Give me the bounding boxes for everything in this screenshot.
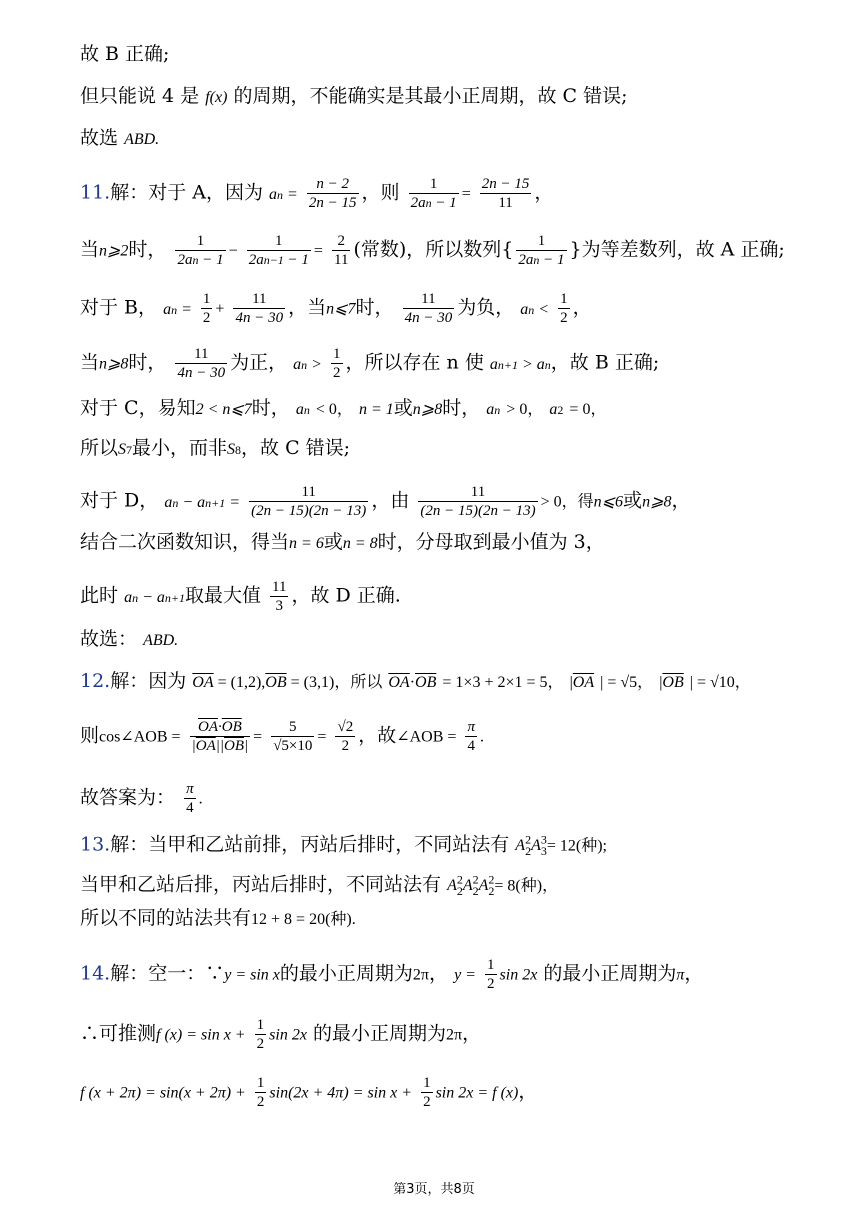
math: sin 2x	[269, 1026, 307, 1044]
text: 时，	[128, 351, 167, 374]
fraction: $\frac{1}{2an-1 - 1}$	[248, 233, 309, 268]
math: n⩾8	[412, 401, 443, 418]
math: n⩾2	[99, 242, 129, 260]
math: 12 + 8 = 20(种).	[251, 911, 356, 928]
fraction: $\frac{11}{4n - 30}$	[235, 291, 284, 326]
text: 当甲和乙站后排，丙站后排时，不同站法有	[80, 873, 442, 896]
q13-line3	[80, 906, 356, 932]
vector-oa: $\overline{OA}$	[192, 674, 214, 691]
text: ，则	[361, 181, 400, 204]
question-number: 12.	[80, 670, 111, 692]
page-footer: 第3页，共8页	[393, 1182, 475, 1197]
q12-answer: 故答案为： $\frac{\pi}{4}$ .	[80, 781, 203, 816]
math: n⩾8	[99, 355, 129, 373]
text: 的最小正周期为	[543, 962, 677, 985]
math: an − an+1 =	[164, 493, 241, 511]
text: ，	[572, 296, 592, 319]
text: 的最小正周期为	[312, 1022, 446, 1045]
text: ，故	[358, 724, 397, 747]
fraction: $\frac{1}{2}$	[256, 1017, 265, 1052]
q11-answer	[80, 627, 178, 653]
math: = 8(种)，	[494, 877, 559, 895]
text: 为负，	[457, 296, 515, 319]
text: 所以不同的站法共有	[80, 907, 252, 929]
math: = 12(种);	[546, 837, 607, 855]
question-number: 14.	[80, 962, 111, 985]
text: 解：空一：∵	[110, 962, 225, 985]
math: n = 6	[289, 535, 324, 552]
math: an <	[520, 300, 550, 318]
fraction: $\frac{11}{4n - 30}$	[177, 346, 226, 381]
text: ，所以存在 n 使	[345, 351, 484, 374]
math: sin 2x	[499, 966, 538, 984]
line-period-note	[80, 84, 628, 110]
text: 时，	[128, 238, 167, 261]
math: ABD.	[124, 131, 160, 148]
math: n = 1	[358, 401, 394, 418]
math: | = √10，	[689, 674, 751, 691]
question-number: 11.	[80, 181, 111, 204]
text: 对于 C，易知	[80, 397, 196, 419]
math: an − an+1	[124, 588, 185, 606]
text: 则	[80, 724, 100, 747]
math: an	[486, 401, 501, 418]
math: (3,1)，所以	[303, 674, 383, 691]
fraction: $\frac{2}{11}$	[334, 233, 349, 268]
text: 解：当甲和乙站前排，丙站后排时，不同站法有	[110, 833, 510, 856]
math: 2π	[412, 966, 429, 984]
vector-ob: $\overline{OB}$	[265, 674, 287, 691]
text: 解：因为	[110, 670, 187, 692]
fraction: $\frac{1}{2}$	[560, 291, 568, 326]
math: a2	[549, 401, 564, 418]
fraction: $\frac{2n - 15}{11}$	[481, 176, 530, 211]
fraction: $\frac{11}{3}$	[272, 579, 287, 614]
text: ，故 C 错误;	[241, 437, 351, 459]
text: 的最小正周期为	[279, 962, 413, 985]
fraction: $\frac{n - 2}{2n - 15}$	[308, 176, 357, 211]
text: 时，	[355, 296, 394, 319]
q14-line3	[80, 1074, 537, 1111]
text: 此时	[80, 584, 119, 607]
fraction: $\frac{1}{2}$	[423, 1075, 431, 1110]
text: ，	[684, 962, 704, 985]
math: > 0，得	[540, 493, 594, 511]
q11-line8	[80, 530, 605, 556]
text: 时，	[251, 397, 290, 419]
q14-line1	[80, 956, 703, 993]
text: 故选	[80, 127, 119, 149]
math: 2 < n⩽7	[195, 401, 252, 418]
text: 解：对于 A，因为	[110, 181, 263, 204]
fraction: $\frac{1}{2}$	[202, 291, 211, 326]
text: 对于 B，	[80, 296, 158, 319]
text: 的周期，不能确实是其最小正周期，故 C 错误;	[233, 85, 628, 107]
text: 故答案为：	[80, 786, 176, 809]
math: sin 2x = f (x)	[435, 1084, 519, 1102]
math: f (x + 2π) = sin(x + 2π) +	[80, 1084, 246, 1102]
math: cos∠AOB =	[99, 728, 181, 746]
fraction: $\frac{1}{2an - 1}$	[177, 233, 224, 268]
q11-line6	[80, 436, 350, 462]
text: 最小，而非	[132, 437, 228, 459]
text: 当	[80, 351, 100, 374]
math: $A^2_2A^2_2A^2_2$	[447, 873, 495, 898]
math: n⩾8	[642, 493, 672, 511]
line-choose	[80, 126, 159, 152]
math: an+1 > an	[489, 355, 551, 373]
math: f(x)	[205, 89, 228, 106]
math: an >	[293, 355, 322, 373]
math: sin(2x + 4π) = sin x +	[269, 1084, 413, 1102]
q13-line2	[80, 868, 558, 903]
math: > 0，	[506, 401, 544, 418]
text: (常数)，所以数列{	[353, 238, 514, 261]
math: < 0，	[315, 401, 353, 418]
fraction: $\frac{1}{2an - 1}$	[518, 233, 565, 268]
q11-line2: 当n⩾2时， $\frac{1}{2an - 1}$ − $\frac{1}{2an-1 - 1}$ = $\frac{2}{11}$ (常数)，所以数列{ $\frac{1}{2an - 1}$ }为等差数列，故 A 正确;	[80, 233, 785, 268]
q11-line4	[80, 345, 659, 382]
text: ，	[534, 181, 554, 204]
math: n⩽6	[593, 493, 624, 511]
text: 结合二次函数知识，得当	[80, 531, 290, 553]
q13-line1	[80, 828, 607, 863]
text: ，当	[288, 296, 327, 319]
q14-line2	[80, 1016, 481, 1053]
fraction: $\frac{\pi}{4}$	[467, 719, 475, 754]
fraction: $\frac{√2}{2}$	[337, 719, 354, 754]
math: | = √5，	[600, 674, 654, 691]
text: ，	[518, 1080, 538, 1103]
q11-line9	[80, 578, 401, 615]
math: f (x) = sin x +	[156, 1026, 246, 1044]
text: 所以	[80, 437, 119, 459]
text: 时，分母取到最小值为 3，	[377, 531, 605, 553]
text: 或	[623, 489, 643, 512]
text: 故选：	[80, 628, 138, 650]
text: 但只能说 4 是	[80, 85, 200, 107]
q11-line1: 11.解：对于 A，因为 an = $\frac{n - 2}{2n - 15}$ ，则 $\frac{1}{2an - 1}$ = $\frac{2n - 15}{11}$ ，	[80, 176, 554, 211]
math: n = 8	[342, 535, 378, 552]
math: = 0，	[569, 401, 607, 418]
math-an: an =	[269, 185, 298, 203]
line-conclusion-b	[80, 42, 169, 66]
fraction: $\frac{1}{2an - 1}$	[410, 176, 457, 211]
math: S8	[227, 441, 242, 458]
text: ，故 B 正确;	[550, 351, 660, 374]
fraction: $\frac{11}{(2n - 15)(2n - 13)}$	[251, 484, 367, 519]
text: 当	[80, 238, 100, 261]
math: 2π	[445, 1026, 463, 1044]
math: an =	[163, 300, 192, 318]
math: S7	[118, 441, 133, 458]
q11-line5	[80, 396, 606, 422]
fraction: $\frac{11}{4n - 30}$	[404, 291, 453, 326]
math: an	[295, 401, 310, 418]
math: y = sin x	[224, 966, 280, 984]
fraction: $\frac{1}{2}$	[333, 346, 341, 381]
math: = 1×3 + 2×1 = 5，	[442, 674, 564, 691]
fraction: $\frac{\pi}{4}$	[186, 781, 194, 816]
text: 为正，	[230, 351, 288, 374]
text: ，故 D 正确.	[291, 584, 401, 607]
text: ，由	[371, 489, 410, 512]
math: ABD.	[143, 632, 179, 649]
fraction: $\frac{1}{2}$	[256, 1075, 265, 1110]
text: ，	[429, 962, 449, 985]
fraction: $\frac{1}{2}$	[487, 957, 495, 992]
text: 故 B 正确;	[80, 43, 170, 65]
text: 或	[393, 397, 413, 419]
q11-line3: 对于 B， an = $\frac{1}{2}$ + $\frac{11}{4n - 30}$ ，当n⩽7时， $\frac{11}{4n - 30}$ 为负， an < $\frac{1}{2}$ ，	[80, 291, 592, 326]
text: 时，	[442, 397, 481, 419]
math: y =	[454, 966, 476, 984]
math: ∠AOB =	[396, 728, 457, 746]
text: 取最大值	[184, 584, 261, 607]
fraction: $\frac{5}{√5\times 10}$	[273, 719, 313, 754]
q12-line2: 则cos∠AOB = $\frac{\overline{OA}\cdot\overline{OB}}{|\overline{OA}||\overline{OB}|}$ = $\frac{5}{√5\times 10}$ = $\frac{√2}{2}$ ，故∠AOB = $\frac{\pi}{4}$ .	[80, 719, 484, 754]
math: n⩽7	[326, 300, 356, 318]
q11-line7	[80, 483, 690, 520]
question-number: 13.	[80, 833, 111, 856]
math: π	[676, 966, 685, 984]
math: $A^2_2A^3_3$	[515, 833, 547, 858]
text: ∴可推测	[80, 1022, 157, 1045]
text: 对于 D，	[80, 489, 159, 512]
text: }为等差数列，故 A 正确;	[569, 238, 785, 261]
fraction: $\frac{11}{(2n - 15)(2n - 13)}$	[420, 484, 536, 519]
q12-line1: 12.解：因为 $\overline{OA} = (1,2),\overline{OB} = (3,1)$，所以 $\overline{OA}\cdot\overline{OB} = 1\times 3 + 2\times 1 = 5$， $|\overline{OA}$ | = √5， $|\overline{OB}$ | = √10，	[80, 670, 751, 692]
text: 或	[323, 531, 343, 553]
text: ，	[671, 489, 691, 512]
math: (1,2),	[230, 674, 266, 691]
text: ，	[462, 1022, 482, 1045]
fraction: $\frac{\overline{OA}\cdot\overline{OB}}{|\overline{OA}||\overline{OB}|}$	[191, 719, 249, 754]
